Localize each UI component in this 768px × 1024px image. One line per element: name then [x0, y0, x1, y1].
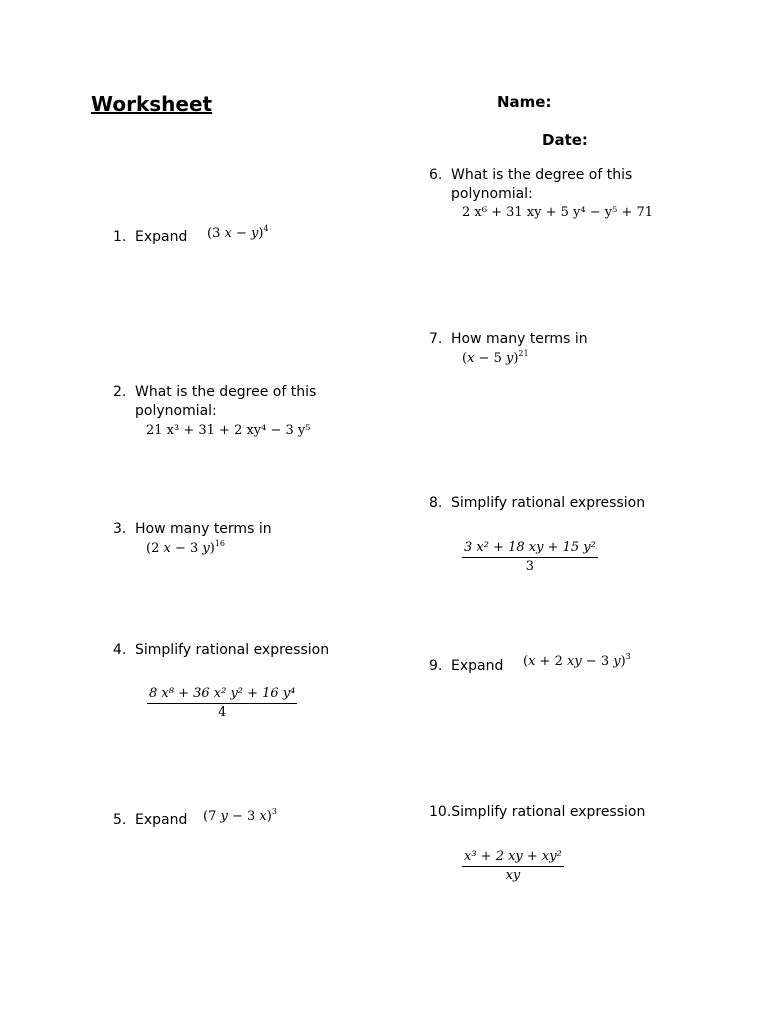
question-1	[113, 228, 187, 247]
question-2	[113, 383, 316, 421]
question-number: 3.	[113, 521, 127, 537]
question-4	[113, 641, 329, 660]
question-text: How many terms in	[451, 331, 588, 347]
q7-expression: (x − 5 y)$^{21}$	[462, 349, 529, 366]
question-3	[113, 520, 272, 539]
question-text: Simplify rational expression	[135, 642, 330, 658]
question-9	[429, 657, 503, 676]
date-label: Date:	[542, 131, 588, 149]
question-number: 8.	[429, 495, 443, 511]
question-text: How many terms in	[135, 521, 272, 537]
question-10	[429, 803, 645, 822]
question-number: 9.	[429, 658, 443, 674]
question-text: Simplify rational expression	[451, 804, 646, 820]
denominator: 3	[525, 559, 535, 574]
question-number: 7.	[429, 331, 443, 347]
numerator: x³ + 2 xy + xy²	[462, 849, 564, 867]
q6-expression: 2 x⁶ + 31 xy + 5 y⁴ − y⁵ + 71	[462, 205, 653, 220]
question-text: Expand	[135, 229, 188, 245]
question-text-line2: polynomial:	[135, 403, 217, 419]
question-number: 2.	[113, 384, 127, 400]
denominator: 4	[218, 705, 227, 720]
q5-expression: (7 y − 3 x)$^3$	[203, 807, 277, 824]
question-text: What is the degree of this	[451, 167, 633, 183]
question-number: 4.	[113, 642, 127, 658]
question-number: 1.	[113, 229, 127, 245]
question-6	[429, 166, 632, 204]
question-number: 6.	[429, 167, 443, 183]
denominator: xy	[505, 868, 521, 883]
question-text: Expand	[135, 812, 188, 828]
question-text-line2: polynomial:	[451, 186, 533, 202]
question-text: What is the degree of this	[135, 384, 317, 400]
q4-fraction	[147, 686, 297, 720]
q3-expression: (2 x − 3 y)$^{16}$	[146, 539, 226, 556]
q1-expression: (3 x − y)$^4$	[207, 224, 269, 241]
numerator: 8 x⁸ + 36 x² y² + 16 y⁴	[147, 686, 297, 704]
worksheet-title: Worksheet	[91, 92, 213, 116]
q2-expression: 21 x³ + 31 + 2 xy⁴ − 3 y⁵	[146, 423, 311, 438]
question-7	[429, 330, 588, 349]
numerator: 3 x² + 18 xy + 15 y²	[462, 540, 598, 558]
q10-fraction	[462, 849, 564, 883]
q8-fraction	[462, 540, 598, 574]
question-8	[429, 494, 645, 513]
question-text: Expand	[451, 658, 504, 674]
question-number: 10.	[429, 804, 452, 820]
question-5	[113, 811, 187, 830]
question-text: Simplify rational expression	[451, 495, 646, 511]
question-number: 5.	[113, 812, 127, 828]
q9-expression: (x + 2 xy − 3 y)$^3$	[523, 652, 631, 669]
name-label: Name:	[497, 93, 552, 111]
